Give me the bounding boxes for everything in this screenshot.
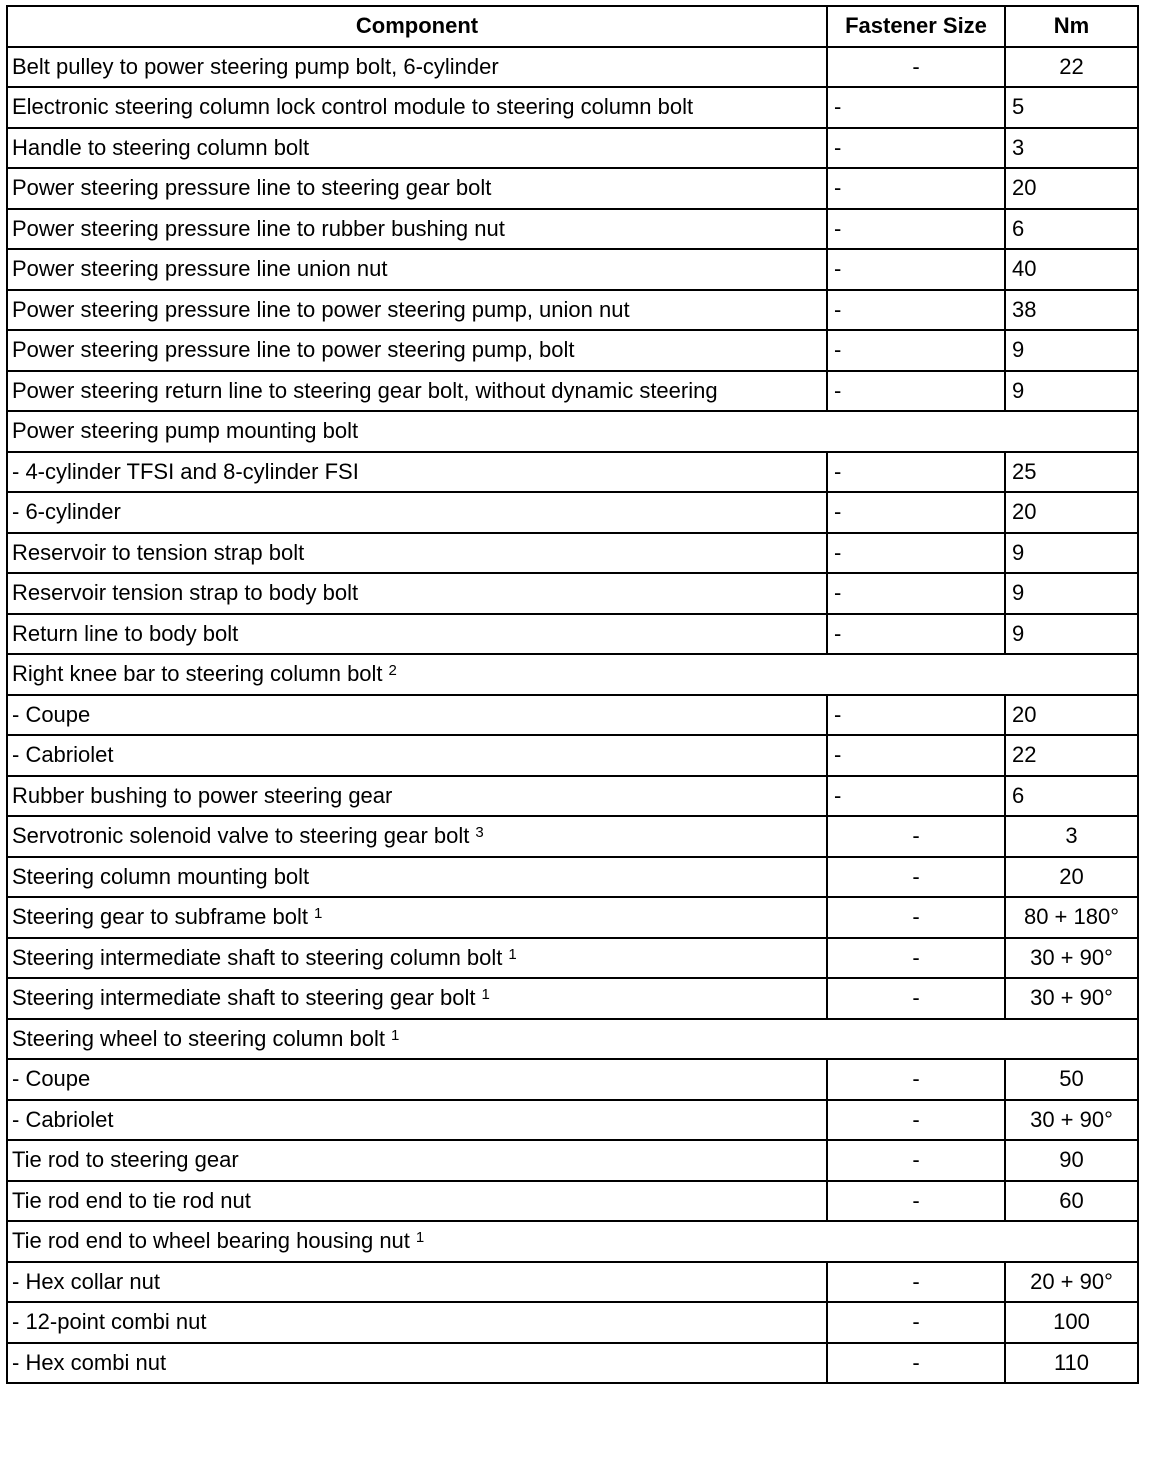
component-cell (7, 533, 827, 574)
table-row (7, 452, 1138, 493)
component-label: Power steering pressure line union nut (12, 256, 388, 282)
table-row (7, 249, 1138, 290)
component-label: Steering gear to subframe bolt (12, 904, 308, 930)
component-label: Steering intermediate shaft to steering column bolt (12, 944, 503, 970)
torque-nm-cell: 110 (1005, 1343, 1138, 1384)
component-label: Tie rod to steering gear (12, 1147, 239, 1173)
torque-nm-cell: 90 (1005, 1140, 1138, 1181)
component-cell (7, 776, 827, 817)
component-cell (7, 47, 827, 88)
component-label: - 12-point combi nut (12, 1309, 207, 1335)
torque-nm-cell: 20 (1005, 168, 1138, 209)
component-label: Handle to steering column bolt (12, 134, 310, 160)
fastener-size-cell: - (827, 1140, 1005, 1181)
fastener-size-cell: - (827, 1059, 1005, 1100)
table-group-row (7, 654, 1138, 695)
fastener-size-cell: - (827, 573, 1005, 614)
component-label: Power steering pressure line to steering gear bolt (12, 175, 492, 201)
torque-nm-cell: 30 + 90° (1005, 938, 1138, 979)
component-label: Reservoir to tension strap bolt (12, 539, 305, 565)
torque-nm-cell: 9 (1005, 533, 1138, 574)
table-row (7, 492, 1138, 533)
component-cell (7, 128, 827, 169)
component-cell (7, 1019, 1138, 1060)
component-label: Steering intermediate shaft to steering gear bolt (12, 985, 476, 1011)
fastener-size-cell: - (827, 1100, 1005, 1141)
component-label: Steering wheel to steering column bolt (12, 1025, 385, 1051)
table-header-row (7, 6, 1138, 47)
component-label: Electronic steering column lock control module to steering column bolt (12, 94, 694, 120)
table-row (7, 1100, 1138, 1141)
torque-nm-cell: 40 (1005, 249, 1138, 290)
component-cell (7, 1343, 827, 1384)
component-cell (7, 411, 1138, 452)
component-cell (7, 1262, 827, 1303)
torque-nm-cell: 22 (1005, 47, 1138, 88)
component-cell (7, 573, 827, 614)
component-label: Belt pulley to power steering pump bolt, 6-cylinder (12, 53, 499, 79)
fastener-size-cell: - (827, 128, 1005, 169)
torque-nm-cell: 38 (1005, 290, 1138, 331)
component-label: Power steering pressure line to power steering pump, bolt (12, 337, 575, 363)
table-row (7, 1302, 1138, 1343)
component-column-header: Component (7, 6, 827, 47)
fastener-size-cell: - (827, 452, 1005, 493)
component-cell (7, 249, 827, 290)
torque-nm-cell: 3 (1005, 128, 1138, 169)
footnote-marker: 1 (415, 1229, 425, 1247)
footnote-marker: 1 (391, 1026, 400, 1044)
torque-specification-table (6, 5, 1139, 1384)
component-label: Return line to body bolt (12, 620, 239, 646)
component-label: - 6-cylinder (12, 499, 121, 525)
fastener-size-cell: - (827, 776, 1005, 817)
component-label: Power steering return line to steering gear bolt, without dynamic steering (12, 377, 718, 403)
torque-nm-cell: 30 + 90° (1005, 1100, 1138, 1141)
component-cell (7, 290, 827, 331)
torque-nm-cell: 9 (1005, 573, 1138, 614)
table-row (7, 614, 1138, 655)
table-row (7, 978, 1138, 1019)
component-label: Power steering pressure line to power steering pump, union nut (12, 296, 630, 322)
component-label: - Cabriolet (12, 742, 114, 768)
component-label: Right knee bar to steering column bolt (12, 661, 383, 687)
component-cell (7, 168, 827, 209)
component-label: Tie rod end to tie rod nut (12, 1187, 251, 1213)
component-label: Steering column mounting bolt (12, 863, 310, 889)
component-cell (7, 897, 827, 938)
torque-nm-cell: 20 (1005, 695, 1138, 736)
table-row (7, 209, 1138, 250)
fastener-size-cell: - (827, 938, 1005, 979)
component-label: Reservoir tension strap to body bolt (12, 580, 359, 606)
fastener-size-cell: - (827, 87, 1005, 128)
fastener-size-cell: - (827, 897, 1005, 938)
fastener-size-cell: - (827, 371, 1005, 412)
table-row (7, 533, 1138, 574)
fastener-size-cell: - (827, 1262, 1005, 1303)
component-cell (7, 978, 827, 1019)
table-group-row (7, 1221, 1138, 1262)
component-label: - Hex collar nut (12, 1268, 160, 1294)
table-row (7, 290, 1138, 331)
torque-nm-cell: 25 (1005, 452, 1138, 493)
table-row (7, 938, 1138, 979)
footnote-marker: 3 (475, 824, 484, 842)
component-cell (7, 492, 827, 533)
footnote-marker: 1 (481, 986, 490, 1004)
table-row (7, 47, 1138, 88)
table-row (7, 1059, 1138, 1100)
table-row (7, 695, 1138, 736)
fastener-size-cell: - (827, 290, 1005, 331)
component-cell (7, 654, 1138, 695)
fastener-size-cell: - (827, 816, 1005, 857)
component-label: - Cabriolet (12, 1106, 114, 1132)
table-row (7, 897, 1138, 938)
table-row (7, 371, 1138, 412)
torque-nm-cell: 3 (1005, 816, 1138, 857)
table-row (7, 857, 1138, 898)
table-row (7, 1343, 1138, 1384)
fastener-size-cell: - (827, 47, 1005, 88)
table-row (7, 816, 1138, 857)
fastener-size-cell: - (827, 1181, 1005, 1222)
component-cell (7, 330, 827, 371)
component-cell (7, 857, 827, 898)
torque-nm-cell: 9 (1005, 614, 1138, 655)
footnote-marker: 2 (388, 662, 397, 680)
fastener-size-cell: - (827, 857, 1005, 898)
torque-nm-cell: 50 (1005, 1059, 1138, 1100)
fastener-size-cell: - (827, 1343, 1005, 1384)
table-row (7, 330, 1138, 371)
nm-column-header: Nm (1005, 6, 1138, 47)
torque-nm-cell: 30 + 90° (1005, 978, 1138, 1019)
fastener-size-cell: - (827, 168, 1005, 209)
fastener-size-cell: - (827, 492, 1005, 533)
torque-nm-cell: 9 (1005, 330, 1138, 371)
torque-nm-cell: 100 (1005, 1302, 1138, 1343)
component-label: Power steering pressure line to rubber bushing nut (12, 215, 505, 241)
fastener-size-cell: - (827, 1302, 1005, 1343)
component-label: Tie rod end to wheel bearing housing nut (12, 1228, 410, 1254)
fastener-size-cell: - (827, 978, 1005, 1019)
footnote-marker: 1 (313, 905, 323, 923)
torque-nm-cell: 9 (1005, 371, 1138, 412)
component-cell (7, 1221, 1138, 1262)
component-label: Rubber bushing to power steering gear (12, 782, 393, 808)
component-cell (7, 1059, 827, 1100)
component-cell (7, 938, 827, 979)
component-cell (7, 452, 827, 493)
table-row (7, 128, 1138, 169)
component-label: - Hex combi nut (12, 1349, 167, 1375)
component-cell (7, 1100, 827, 1141)
fastener-size-cell: - (827, 330, 1005, 371)
table-row (7, 735, 1138, 776)
torque-nm-cell: 20 (1005, 492, 1138, 533)
component-cell (7, 209, 827, 250)
torque-nm-cell: 6 (1005, 209, 1138, 250)
torque-nm-cell: 80 + 180° (1005, 897, 1138, 938)
component-label: - 4-cylinder TFSI and 8-cylinder FSI (12, 458, 359, 484)
fastener-size-cell: - (827, 209, 1005, 250)
fastener-size-cell: - (827, 533, 1005, 574)
table-row (7, 87, 1138, 128)
table-row (7, 1140, 1138, 1181)
footnote-marker: 1 (508, 945, 517, 963)
component-cell (7, 1302, 827, 1343)
component-label: - Coupe (12, 1066, 91, 1092)
component-cell (7, 371, 827, 412)
torque-nm-cell: 5 (1005, 87, 1138, 128)
table-row (7, 1262, 1138, 1303)
table-row (7, 1181, 1138, 1222)
table-row (7, 168, 1138, 209)
fastener-size-cell: - (827, 695, 1005, 736)
component-cell (7, 1181, 827, 1222)
component-cell (7, 87, 827, 128)
component-label: - Coupe (12, 701, 91, 727)
table-row (7, 776, 1138, 817)
torque-nm-cell: 60 (1005, 1181, 1138, 1222)
fastener-size-cell: - (827, 735, 1005, 776)
fastener-size-cell: - (827, 249, 1005, 290)
table-group-row (7, 1019, 1138, 1060)
table-row (7, 573, 1138, 614)
torque-nm-cell: 20 + 90° (1005, 1262, 1138, 1303)
component-cell (7, 1140, 827, 1181)
fastener-size-cell: - (827, 614, 1005, 655)
table-body (7, 47, 1138, 1384)
component-label: Power steering pump mounting bolt (12, 418, 359, 444)
torque-nm-cell: 20 (1005, 857, 1138, 898)
fastener-size-column-header: Fastener Size (827, 6, 1005, 47)
component-cell (7, 695, 827, 736)
component-cell (7, 735, 827, 776)
torque-nm-cell: 6 (1005, 776, 1138, 817)
table-group-row (7, 411, 1138, 452)
component-cell (7, 614, 827, 655)
torque-nm-cell: 22 (1005, 735, 1138, 776)
component-label: Servotronic solenoid valve to steering gear bolt (12, 823, 470, 849)
component-cell (7, 816, 827, 857)
